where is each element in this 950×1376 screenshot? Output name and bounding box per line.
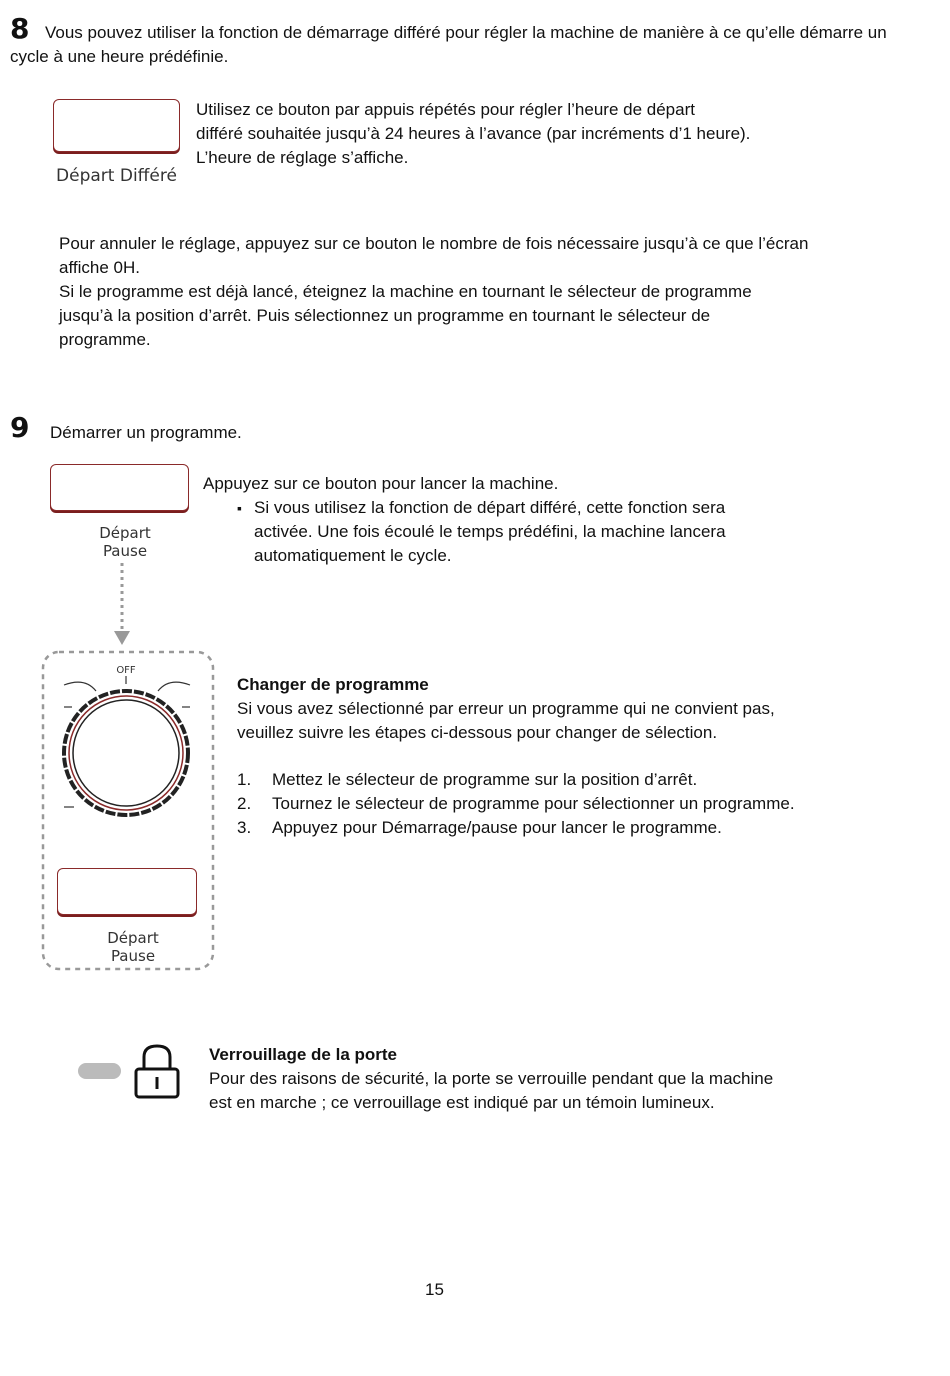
list-item xyxy=(237,792,917,816)
step-index: 1. xyxy=(237,770,252,789)
cancel-line-3: Si le programme est déjà lancé, éteignez la machine en tournant le sélecteur de programme xyxy=(59,282,752,301)
step-number-9: 9 xyxy=(10,411,30,444)
door-lock-line-1: Pour des raisons de sécurité, la porte se verrouille pendant que la machine xyxy=(209,1069,774,1088)
door-lock-indicator xyxy=(78,1063,121,1079)
list-item xyxy=(237,816,917,840)
change-program-steps xyxy=(237,768,917,840)
delayed-line-2: différé souhaitée jusqu’à 24 heures à l’avance (par incréments d’1 heure). xyxy=(196,124,751,143)
start-pause-button[interactable] xyxy=(50,464,189,511)
arrow-head xyxy=(114,631,130,645)
step-number-8: 8 xyxy=(10,12,30,45)
start-main-text: Appuyez sur ce bouton pour lancer la machine. xyxy=(203,474,559,493)
change-program-block xyxy=(237,673,917,840)
delayed-start-label: Départ Différé xyxy=(56,166,177,186)
page-number: 15 xyxy=(425,1280,444,1299)
panel-label-line-1: Départ xyxy=(107,929,159,947)
change-intro-line-2: veuillez suivre les étapes ci-dessous pour changer de sélection. xyxy=(237,723,718,742)
delayed-start-button[interactable] xyxy=(53,99,180,152)
cancel-line-2: affiche 0H. xyxy=(59,258,140,277)
step-text: Tournez le sélecteur de programme pour sélectionner un programme. xyxy=(272,794,795,813)
bullet-line-1: ▪ Si vous utilisez la fonction de départ différé, cette fonction sera xyxy=(254,498,726,517)
start-pause-panel-label xyxy=(67,929,199,965)
delayed-line-1: Utilisez ce bouton par appuis répétés pour régler l’heure de départ xyxy=(196,100,695,119)
cancel-line-5: programme. xyxy=(59,330,151,349)
door-lock-block xyxy=(209,1043,889,1115)
list-item xyxy=(237,768,917,792)
step-text: Mettez le sélecteur de programme sur la position d’arrêt. xyxy=(272,770,698,789)
cancel-line-4: jusqu’à la position d’arrêt. Puis sélectionnez un programme en tournant le sélecteur de xyxy=(59,306,711,325)
start-pause-label-line-2: Pause xyxy=(102,542,148,560)
start-pause-label-line-1: Départ xyxy=(99,524,151,542)
start-description xyxy=(203,472,883,568)
program-selector-knob[interactable] xyxy=(60,690,190,820)
start-pause-button-panel[interactable] xyxy=(57,868,197,915)
section8-intro: Vous pouvez utiliser la fonction de démarrage différé pour régler la machine de manière à ce qu’elle démarre un cycle à une heure prédéfinie. xyxy=(10,23,887,66)
bullet-line-3: automatiquement le cycle. xyxy=(254,546,452,565)
delayed-start-description xyxy=(196,98,896,170)
change-intro-line-1: Si vous avez sélectionné par erreur un programme qui ne convient pas, xyxy=(237,699,775,718)
section9-title: Démarrer un programme. xyxy=(50,423,242,442)
cancel-instructions xyxy=(59,232,939,352)
panel-label-line-2: Pause xyxy=(110,947,156,965)
step-index: 3. xyxy=(237,818,252,837)
door-lock-line-2: est en marche ; ce verrouillage est indiqué par un témoin lumineux. xyxy=(209,1093,715,1112)
dial-off-label: OFF xyxy=(116,665,136,676)
change-program-heading: Changer de programme xyxy=(237,675,429,694)
start-bullets xyxy=(237,496,883,568)
bullet-line-2: activée. Une fois écoulé le temps prédéfini, la machine lancera xyxy=(254,522,726,541)
cancel-line-1: Pour annuler le réglage, appuyez sur ce bouton le nombre de fois nécessaire jusqu’à ce que l’écran xyxy=(59,234,809,253)
step-index: 2. xyxy=(237,794,252,813)
step-text: Appuyez pour Démarrage/pause pour lancer le programme. xyxy=(272,818,722,837)
door-lock-heading: Verrouillage de la porte xyxy=(209,1045,398,1064)
bullet-item xyxy=(237,496,883,568)
delayed-line-3: L’heure de réglage s’affiche. xyxy=(196,148,409,167)
lock-icon xyxy=(133,1043,181,1101)
